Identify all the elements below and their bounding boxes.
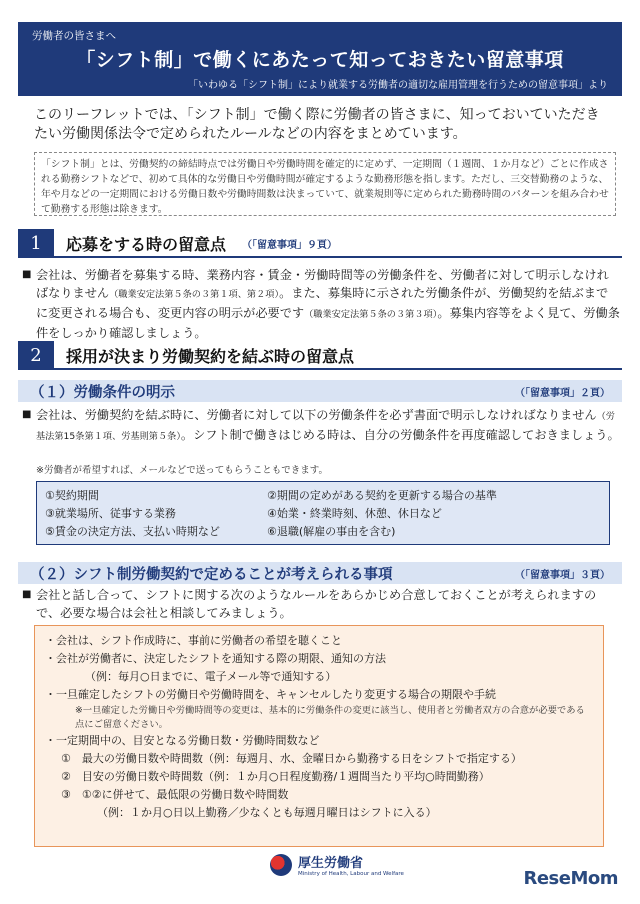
condition-item: ③就業場所、従事する業務 — [45, 507, 176, 520]
subsection-1-text-1: 会社は、労働契約を結ぶ時に、労働者に対して以下の労働条件を必ず書面で明示しなければなりません — [36, 408, 597, 422]
section-1-header — [18, 230, 622, 258]
subsection-1-title: （１）労働条件の明示 — [30, 384, 175, 401]
rule-item: ・会社は、シフト作成時に、事前に労働者の希望を聴くこと — [45, 634, 342, 647]
ministry-logo — [270, 852, 404, 877]
section-1-reference: （「留意事項」９頁） — [242, 239, 338, 251]
rule-subitem: ② 目安の労働日数や時間数（例：１か月○日程度勤務/１週間当たり平均○時間勤務） — [61, 770, 490, 783]
bullet-square-icon: ■ — [22, 409, 32, 420]
condition-item: ①契約期間 — [45, 489, 99, 502]
section-1-law-2: （職業安定法第５条の３第３項） — [304, 309, 438, 320]
rule-example: （例：毎月○日までに、電子メール等で通知する） — [85, 670, 337, 683]
page-title: 「シフト制」で働くにあたって知っておきたい留意事項 — [76, 49, 564, 71]
section-2-number: 2 — [18, 341, 54, 369]
subsection-1-law: （労基法第15条第１項、労基則第５条） — [36, 411, 615, 442]
section-1-text-3: 。募集内容等をよく見て、労働条件をしっかり確認しましょう。 — [36, 306, 620, 340]
required-conditions-box — [36, 481, 610, 545]
subsection-2-header — [18, 562, 622, 584]
bullet-square-icon: ■ — [22, 269, 32, 280]
definition-box: 「シフト制」とは、労働契約の締結時点では労働日や労働時間を確定的に定めず、一定期間（１週間、１か月など）ごとに作成される勤務シフトなどで、初めて具体的な労働日や労働時間が確定するような勤務形態を指します。ただし、三交替勤務のような、年や月などの一定期間における労働日数や労働時間数は決まっていて、就業規則等に定められた勤務時間のパターンを組み合わせて勤務する形態は除きます。 — [34, 152, 616, 216]
rule-item: ・会社が労働者に、決定したシフトを通知する際の期限、通知の方法 — [45, 652, 386, 665]
ministry-emblem-icon — [270, 854, 292, 876]
section-1-paragraph — [22, 266, 620, 342]
ministry-name-jp: 厚生労働省 — [298, 856, 364, 871]
condition-item: ⑤賃金の決定方法、支払い時期など — [45, 525, 220, 538]
subsection-2-text: 会社と話し合って、シフトに関する次のようなルールをあらかじめ合意しておくことが考えられますので、必要な場合は会社と相談してみましょう。 — [36, 588, 597, 620]
subsection-1-text-2: 。シフト制で働きはじめる時は、自分の労働条件を再度確認しておきましょう。 — [180, 428, 620, 442]
rule-item: ・一旦確定したシフトの労働日や労働時間を、キャンセルしたり変更する場合の期限や手続 — [45, 688, 496, 701]
title-banner — [18, 22, 622, 96]
subsection-2-paragraph — [22, 586, 620, 622]
subsection-1-reference: （「留意事項」２頁） — [515, 387, 610, 399]
section-2-title: 採用が決まり労働契約を結ぶ時の留意点 — [66, 346, 355, 366]
resemom-watermark: ReseMom — [523, 868, 618, 889]
email-note: ※労働者が希望すれば、メールなどで送ってもらうこともできます。 — [36, 465, 329, 476]
section-1-law-1: （職業安定法第５条の３第１項、第２項） — [109, 289, 280, 300]
intro-text: このリーフレットでは、「シフト制」で働く際に労働者の皆さまに、知っておいていただきたい労働関係法令で定められたルールなどの内容をまとめています。 — [34, 107, 600, 142]
rule-item: ・一定期間中の、目安となる労働日数・労働時間数など — [45, 734, 320, 747]
section-2-header — [18, 342, 622, 370]
section-1-text-1: 会社は、労働者を募集する時、業務内容・賃金・労働時間等の労働条件を、労働者に対して明示しなければなりません — [36, 268, 609, 300]
subsection-2-reference: （「留意事項」３頁） — [515, 569, 610, 581]
condition-item: ④始業・終業時刻、休憩、休日など — [267, 507, 442, 520]
bullet-square-icon: ■ — [22, 589, 32, 600]
subsection-2-title: （２）シフト制労働契約で定めることが考えられる事項 — [30, 566, 393, 583]
subsection-1-paragraph — [22, 406, 620, 446]
rule-subitem: ③ ①②に併せて、最低限の労働日数や時間数 — [61, 788, 289, 801]
rule-subitem: ① 最大の労働日数や時間数（例：毎週月、水、金曜日から勤務する日をシフトで指定する） — [61, 752, 522, 765]
shift-rules-box — [34, 625, 604, 847]
condition-item: ⑥退職(解雇の事由を含む) — [267, 525, 396, 538]
source-note: 「いわゆる「シフト制」により就業する労働者の適切な雇用管理を行うための留意事項」より — [188, 80, 608, 91]
ministry-name-en: Ministry of Health, Labour and Welfare — [298, 871, 404, 877]
section-1-title: 応募をする時の留意点 — [66, 234, 227, 254]
section-1-text-2: 。また、募集時に示された労働条件が、労働契約を結ぶまでに変更される場合も、変更内容の明示が必要です — [36, 286, 609, 320]
rule-note: ※一旦確定した労働日や労働時間等の変更は、基本的に労働条件の変更に該当し、使用者と労働者双方の合意が必要である点にご留意ください。 — [75, 705, 585, 730]
subsection-1-header — [18, 380, 622, 402]
condition-item: ②期間の定めがある契約を更新する場合の基準 — [267, 489, 497, 502]
section-1-number: 1 — [18, 229, 54, 257]
rule-subitem-example: （例：１か月○日以上勤務／少なくとも毎週月曜日はシフトに入る） — [97, 806, 437, 819]
audience-label: 労働者の皆さまへ — [32, 30, 116, 42]
